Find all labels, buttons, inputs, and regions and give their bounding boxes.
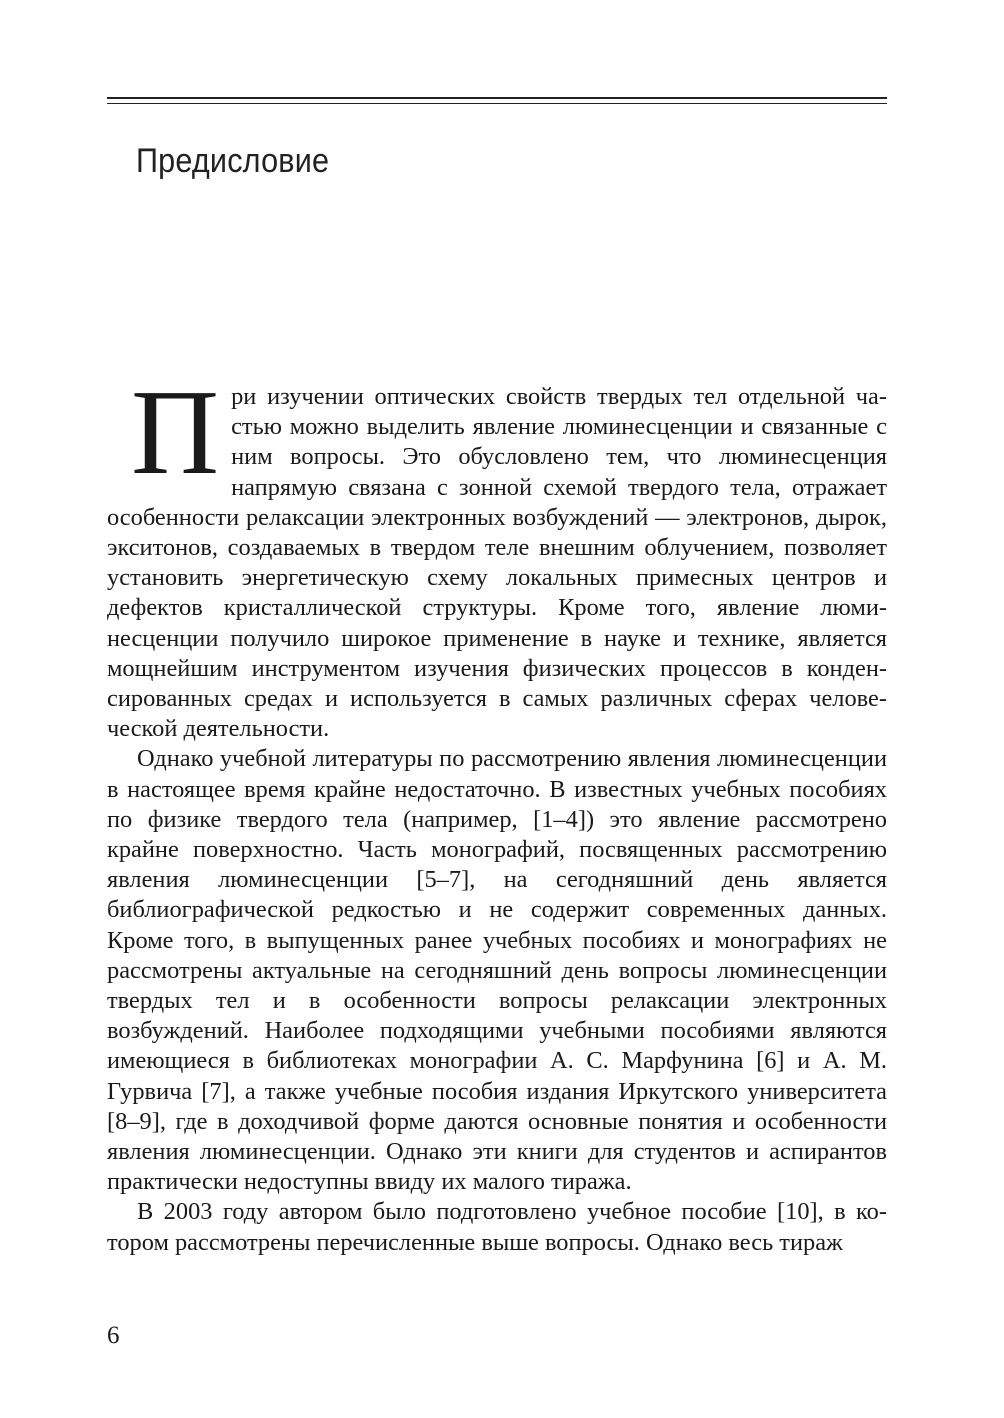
header-rule-top bbox=[107, 97, 887, 99]
chapter-title: Предисловие bbox=[136, 142, 330, 180]
paragraph-3: В 2003 году автором было подготовлено учебное пособие [10], в котором рассмотрены перечисленные выше вопросы. Однако весь тираж bbox=[107, 1198, 887, 1256]
body-text bbox=[107, 365, 887, 1258]
paragraph-1-text: ри изучении оптических свойств твердых тел отдельной частью можно выделить явление люминесценции и связанные с ним вопросы. Это обусловлено тем, что люминесценция напрямую связана с зонной схемой твердого тела, отражает особенности релаксации электронных возбуждений — электронов, дырок, экситонов, создаваемых в твердом теле внешним облучением, позволяет установить энергетическую схему локальных примесных центров и дефектов кристаллической структуры. Кроме того, явление люминесценции получило широкое применение в науке и технике, является мощнейшим инструментом изучения физических процессов в конденсированных средах и используется в самых различных сферах человеческой деятельности. bbox=[107, 383, 887, 743]
page-number: 6 bbox=[107, 1322, 120, 1349]
paragraph-2: Однако учебной литературы по рассмотрению явления люминесценции в настоящее время крайне недостаточно. В известных учебных пособиях по физике твердого тела (например, [1–4]) это явление рассмотрено крайне поверхностно. Часть монографий, посвященных рассмотрению явления люминесценции [5–7], на сегодняшний день является библиографической редкостью и не содержит современных данных. Кроме того, в выпущенных ранее учебных пособиях и монографиях не рассмотрены актуальные на сегодняшний день вопросы люминесценции твердых тел и в особенности вопросы релаксации электронных возбуждений. Наиболее подходящими учебными пособиями являются имеющиеся в библиотеках монографии А. С. Марфунина [6] и А. М. Гурвича [7], а также учебные пособия издания Иркутского университета [8–9], где в доходчивой форме даются основные понятия и особенности явления люминесценции. Однако эти книги для студентов и аспирантов практически недоступны ввиду их малого тиража. bbox=[107, 745, 887, 1196]
paragraph-1 bbox=[107, 365, 887, 744]
drop-cap: П bbox=[131, 365, 220, 500]
header-rule-bottom bbox=[107, 103, 887, 104]
